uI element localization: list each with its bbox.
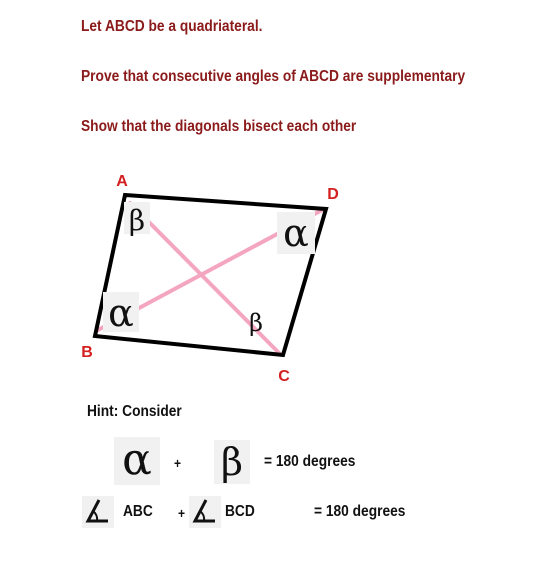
vertex-label-b: B <box>81 344 93 361</box>
angle-symbol-icon <box>82 496 114 528</box>
vertex-label-c: C <box>278 368 290 385</box>
vertex-label-d: D <box>327 186 339 203</box>
statement-prove-supplementary: Prove that consecutive angles of ABCD are supplementary <box>81 68 466 85</box>
eq1-plus: + <box>174 455 182 471</box>
statement-quadrilateral: Let ABCD be a quadriateral. <box>81 18 263 35</box>
eq1-result: = 180 degrees <box>264 453 356 470</box>
angle-symbol-icon <box>189 496 221 528</box>
eq1-alpha: α <box>114 437 160 485</box>
eq2-result: = 180 degrees <box>314 503 406 520</box>
vertex-label-a: A <box>116 173 128 190</box>
eq2-abc: ABC <box>123 503 153 520</box>
angle-label-a: β <box>128 204 146 237</box>
angle-label-d: α <box>283 211 309 255</box>
statement-diagonals-bisect: Show that the diagonals bisect each other <box>81 118 357 135</box>
eq2-plus: + <box>178 505 186 521</box>
eq2-bcd: BCD <box>225 503 255 520</box>
eq1-beta: β <box>214 440 250 484</box>
angle-label-b: α <box>108 291 134 335</box>
hint-heading: Hint: Consider <box>87 403 182 420</box>
angle-label-c: β <box>249 309 263 337</box>
